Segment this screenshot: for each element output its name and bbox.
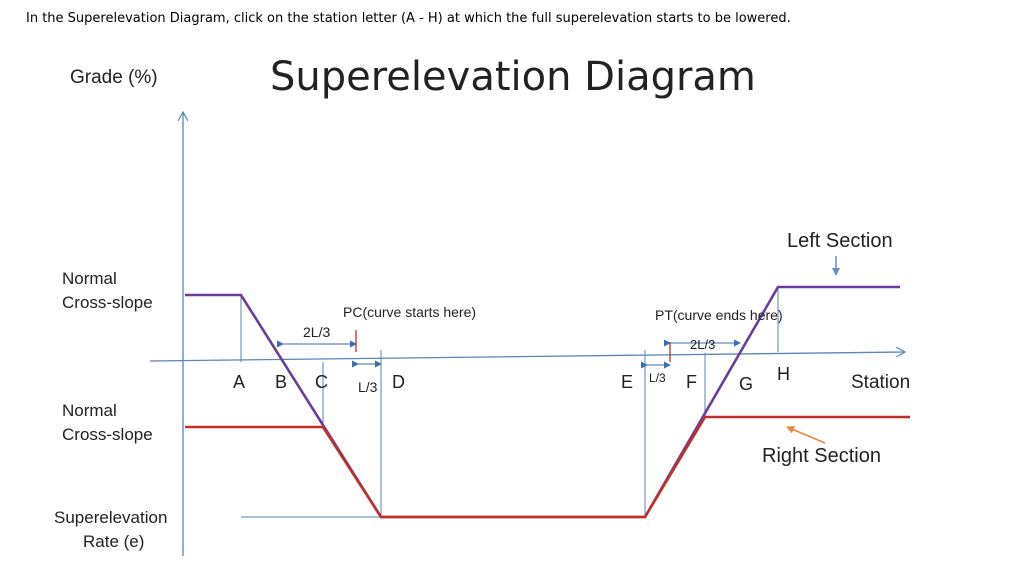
right-section-arrow [787,427,825,443]
station-h-label: H [777,364,790,384]
left-section-label: Left Section [787,230,893,252]
left-section-line [185,287,900,517]
level-label-bottom [54,508,172,551]
x-axis-label: Station [851,372,911,393]
station-f[interactable] [681,368,705,394]
dim-l3-left-label: L/3 [358,379,378,395]
level-label-top [62,269,153,312]
dim-l3-right-label: L/3 [649,371,666,385]
level-label-middle-line1: Normal [62,401,117,420]
level-label-middle [62,401,153,444]
station-a[interactable] [228,368,252,394]
level-label-top-line2: Cross-slope [62,293,153,312]
station-e[interactable] [616,368,640,394]
dim-2l3-left-label: 2L/3 [303,324,331,340]
station-c-label: C [315,372,328,392]
task-prompt: In the Superelevation Diagram, click on the station letter (A - H) at which the full superelevation starts to be lowered. [26,11,791,26]
station-c[interactable] [309,368,333,394]
level-label-bottom-line1: Superelevation [54,508,168,527]
x-axis [150,352,905,361]
station-d-label: D [392,372,405,392]
station-e-label: E [621,372,634,392]
level-label-middle-line2: Cross-slope [62,425,153,444]
station-b[interactable] [270,368,294,394]
station-d[interactable] [387,368,411,394]
station-f-label: F [686,372,697,392]
right-section-line [185,417,910,517]
station-b-label: B [275,372,288,392]
station-a-label: A [233,372,246,392]
pt-label: PT(curve ends here) [655,307,783,323]
station-g-label: G [739,374,754,394]
pc-label: PC(curve starts here) [343,304,477,320]
diagram-title: Superelevation Diagram [270,54,756,100]
level-label-top-line1: Normal [62,269,117,288]
right-section-label: Right Section [762,445,881,467]
level-label-bottom-line2: Rate (e) [83,532,145,551]
dim-2l3-right-label: 2L/3 [690,337,716,352]
station-h[interactable] [772,360,796,386]
station-g[interactable] [734,368,758,394]
y-axis-label: Grade (%) [70,67,158,88]
